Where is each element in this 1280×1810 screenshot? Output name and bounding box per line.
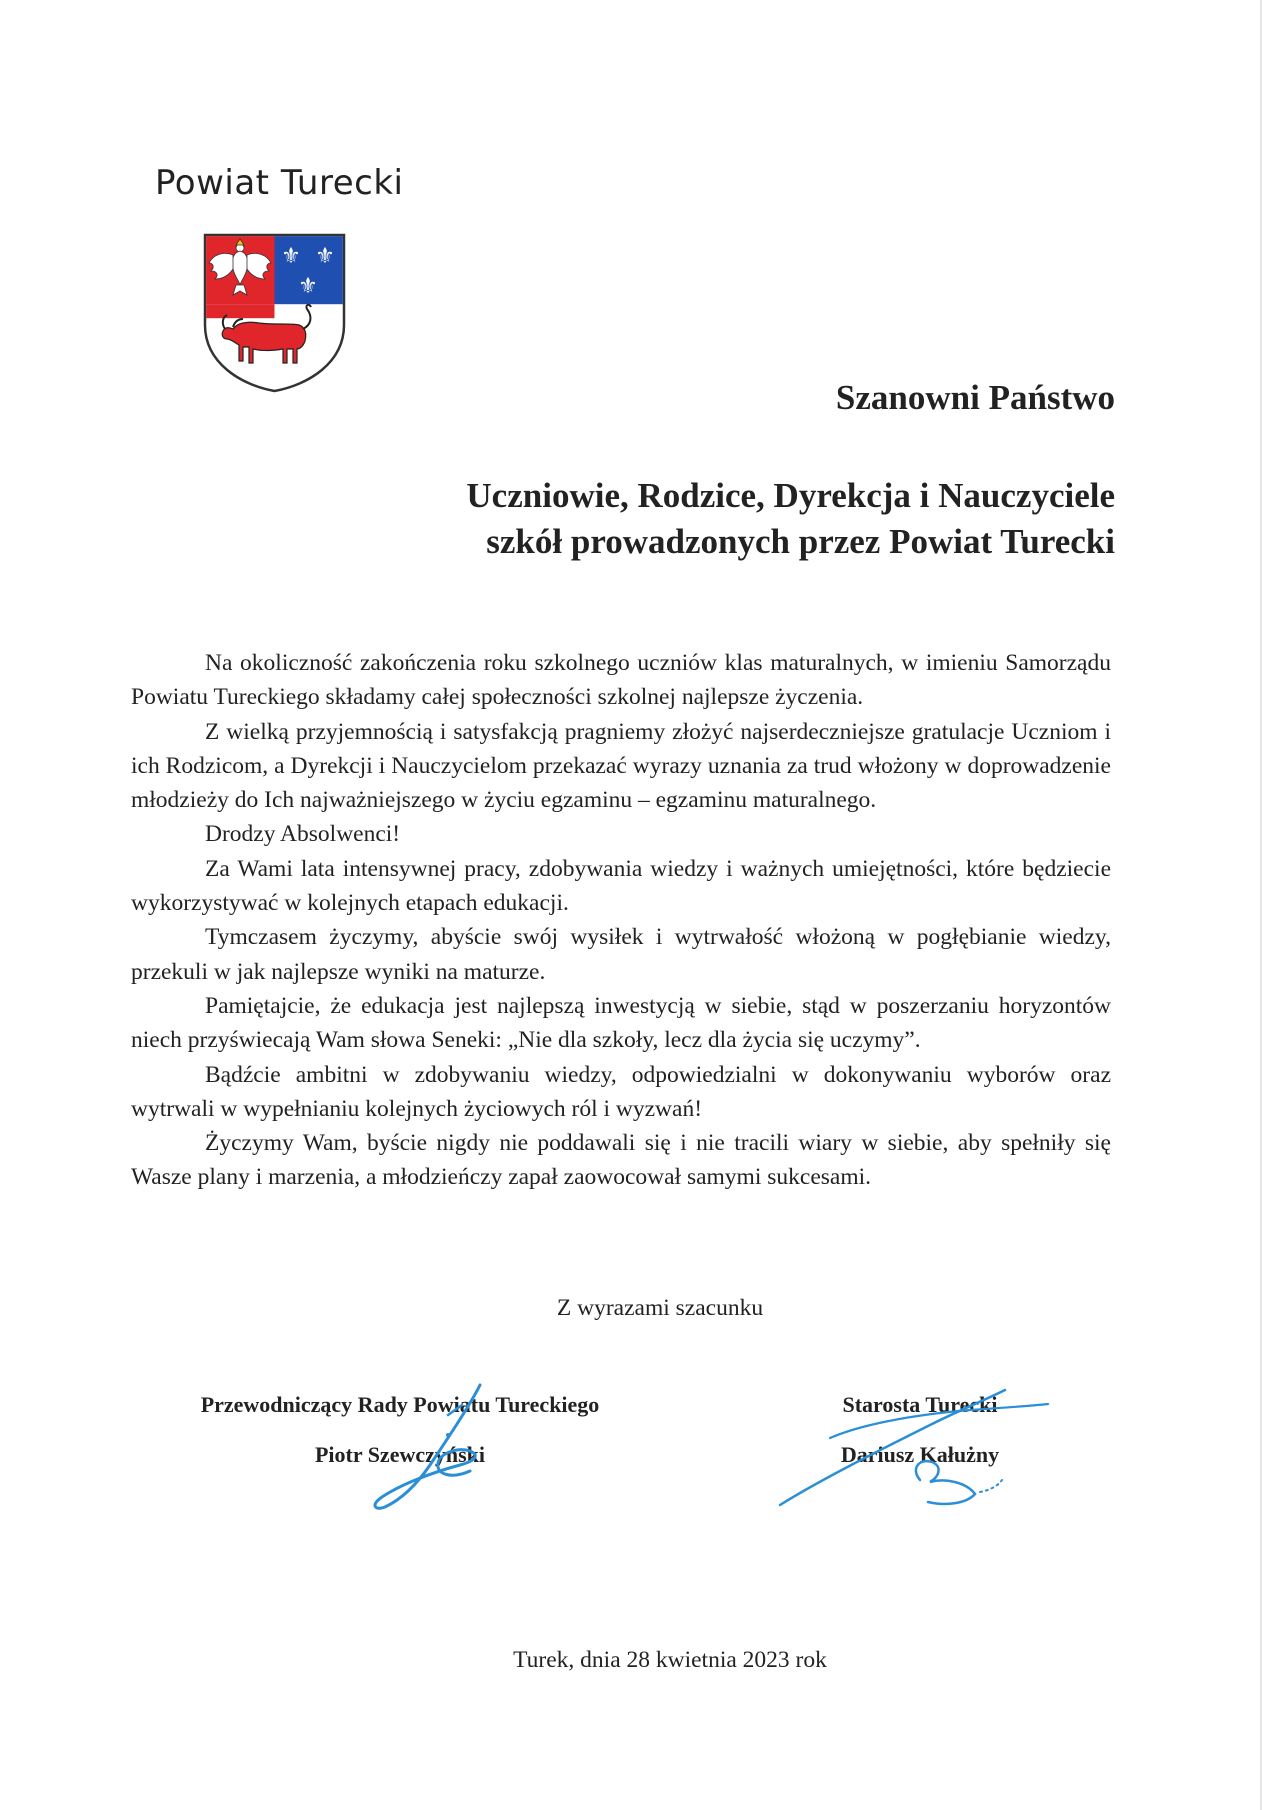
letter-date: Turek, dnia 28 kwietnia 2023 rok: [513, 1647, 827, 1673]
coat-of-arms-icon: [203, 233, 346, 393]
letter-paragraph: Za Wami lata intensywnej pracy, zdobywania wiedzy i ważnych umiejętności, które będziecie wykorzystywać w kolejnych etapach edukacji.: [131, 855, 1111, 917]
fleur-de-lis-icon: ⚜: [315, 244, 335, 269]
letter-paragraph: Drodzy Absolwenci!: [205, 821, 401, 848]
scan-edge-line: [1260, 0, 1262, 1810]
fleur-de-lis-icon: ⚜: [281, 244, 301, 269]
letter-paragraph: Tymczasem życzymy, abyście swój wysiłek i wytrwałość włożoną w pogłębianie wiedzy, przekuli w jak najlepsze wyniki na maturze.: [131, 924, 1111, 985]
fleur-de-lis-icon: ⚜: [298, 274, 318, 299]
letter-paragraph: Życzymy Wam, byście nigdy nie poddawali się i nie tracili wiary w siebie, aby spełniły się Wasze plany i marzenia, a młodzieńczy zapał zaowocował samymi sukcesami.: [131, 1130, 1111, 1191]
signatory-right: [780, 1380, 1060, 1480]
letter-paragraph: Na okoliczność zakończenia roku szkolnego uczniów klas maturalnych, w imieniu Samorządu Powiatu Tureckiego składamy całej społeczności szkolnej najlepsze życzenia.: [131, 650, 1111, 711]
signatory-right-name: Dariusz Kałużny: [840, 1442, 1000, 1467]
letter-body: [131, 646, 1111, 1195]
signatory-left-title: Przewodniczący Rady Powiatu Tureckiego: [200, 1392, 600, 1417]
letter-heading-line-1: Uczniowie, Rodzice, Dyrekcja i Nauczyciele: [466, 476, 1115, 515]
letter-paragraph: Pamiętajcie, że edukacja jest najlepszą inwestycją w siebie, stąd w poszerzaniu horyzontów niech przyświecają Wam słowa Seneki: „Nie dla szkoły, lecz dla życia się uczymy”.: [131, 992, 1111, 1054]
letter-paragraph: Bądźcie ambitni w zdobywaniu wiedzy, odpowiedzialni w dokonywaniu wyborów oraz wytrwali w wypełnianiu kolejnych życiowych ról i wyzwań!: [131, 1061, 1111, 1122]
letter-heading-line-2: szkół prowadzonych przez Powiat Turecki: [486, 522, 1115, 561]
letter-paragraph: Z wielką przyjemnością i satysfakcją pragniemy złożyć najserdeczniejsze gratulacje Uczniom i ich Rodzicom, a Dyrekcji i Nauczycielom przekazać wyrazy uznania za trud włożony w doprowadzenie młodzieży do Ich najważniejszego w życiu egzaminu – egzaminu maturalnego.: [131, 718, 1111, 814]
crest-red-band: [206, 304, 274, 318]
letter-greeting: Szanowni Państwo: [835, 378, 1115, 417]
letter-heading: [466, 473, 1115, 565]
signatory-left-name: Piotr Szewczyński: [314, 1442, 486, 1467]
signatory-right-title: Starosta Turecki: [842, 1392, 998, 1417]
letter-closing: Z wyrazami szacunku: [556, 1295, 764, 1321]
brand-title: Powiat Turecki: [155, 163, 404, 203]
signatory-left: [160, 1380, 640, 1480]
